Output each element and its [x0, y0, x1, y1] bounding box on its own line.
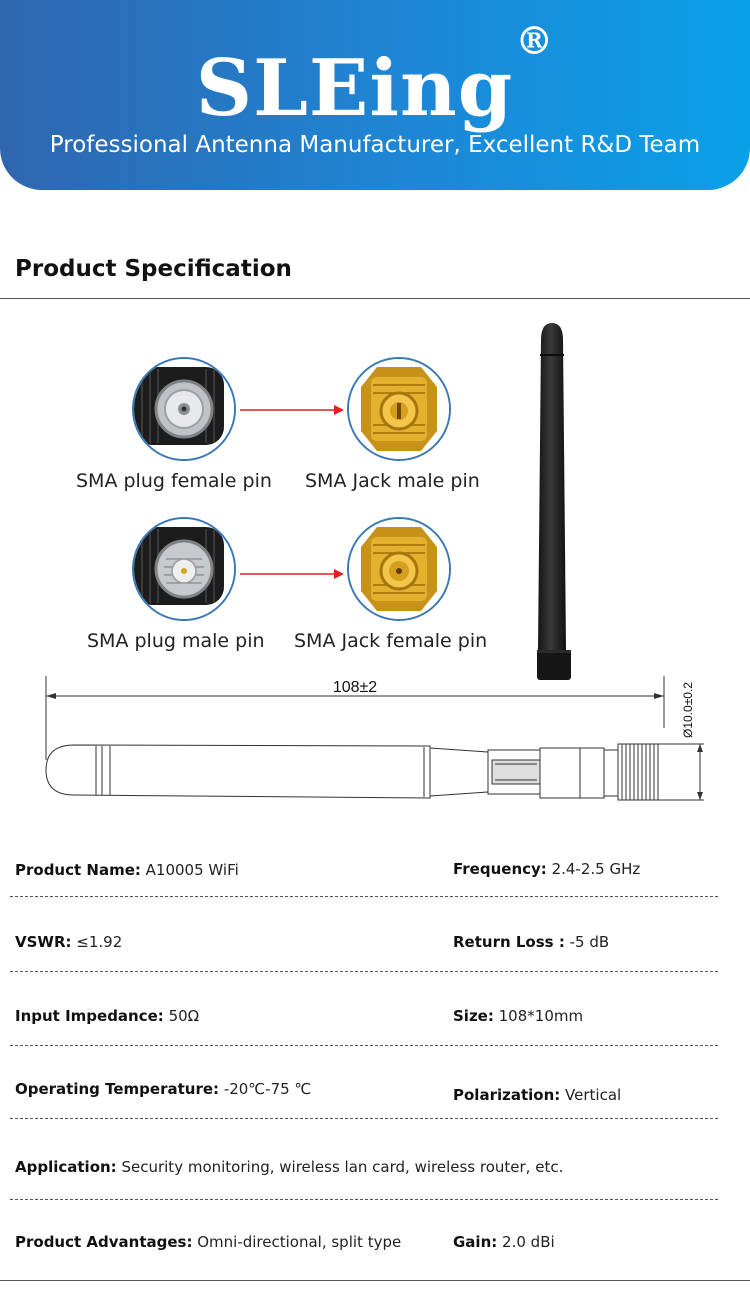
length-dimension-label: 108±2 — [332, 679, 378, 696]
row-divider — [10, 971, 718, 972]
connector-label-sma-plug-male: SMA plug male pin — [87, 630, 265, 652]
connector-label-sma-plug-female: SMA plug female pin — [76, 470, 272, 492]
row-divider — [10, 1045, 718, 1046]
arrow-bottom — [238, 566, 348, 582]
brand-logo — [0, 18, 750, 134]
brand-tagline: Professional Antenna Manufacturer, Excellent R&D Team — [49, 132, 701, 158]
registered-mark: ® — [515, 18, 555, 63]
connector-label-sma-jack-female: SMA Jack female pin — [294, 630, 488, 652]
spec-operating-temperature: Operating Temperature: -20℃-75 ℃ — [15, 1080, 312, 1098]
antenna-photo — [530, 320, 578, 684]
spec-product-advantages: Product Advantages: Omni-directional, split type — [15, 1233, 402, 1251]
row-divider — [10, 1199, 718, 1200]
section-divider — [0, 298, 750, 299]
diameter-dimension-label: Ø10.0±0.2 — [681, 682, 695, 738]
spec-vswr: VSWR: ≤1.92 — [15, 933, 123, 951]
antenna-dimension-drawing — [40, 668, 720, 808]
sma-plug-male-pin-image — [132, 517, 236, 621]
connector-label-sma-jack-male: SMA Jack male pin — [305, 470, 480, 492]
spec-application: Application: Security monitoring, wireless lan card, wireless router, etc. — [15, 1158, 564, 1176]
sma-jack-female-pin-image — [347, 517, 451, 621]
arrow-top — [238, 402, 348, 418]
section-title: Product Specification — [15, 256, 292, 282]
sma-plug-female-pin-image — [132, 357, 236, 461]
bottom-divider — [0, 1280, 750, 1281]
row-divider — [10, 896, 718, 897]
spec-input-impedance: Input Impedance: 50Ω — [15, 1007, 200, 1025]
row-divider — [10, 1118, 718, 1119]
spec-product-name: Product Name: A10005 WiFi — [15, 861, 239, 879]
brand-name: SLEing — [195, 43, 514, 134]
sma-jack-male-pin-image — [347, 357, 451, 461]
spec-polarization: Polarization: Vertical — [453, 1086, 622, 1104]
spec-return-loss: Return Loss : -5 dB — [453, 933, 610, 951]
spec-size: Size: 108*10mm — [453, 1007, 584, 1025]
spec-frequency: Frequency: 2.4-2.5 GHz — [453, 860, 641, 878]
spec-gain: Gain: 2.0 dBi — [453, 1233, 555, 1251]
